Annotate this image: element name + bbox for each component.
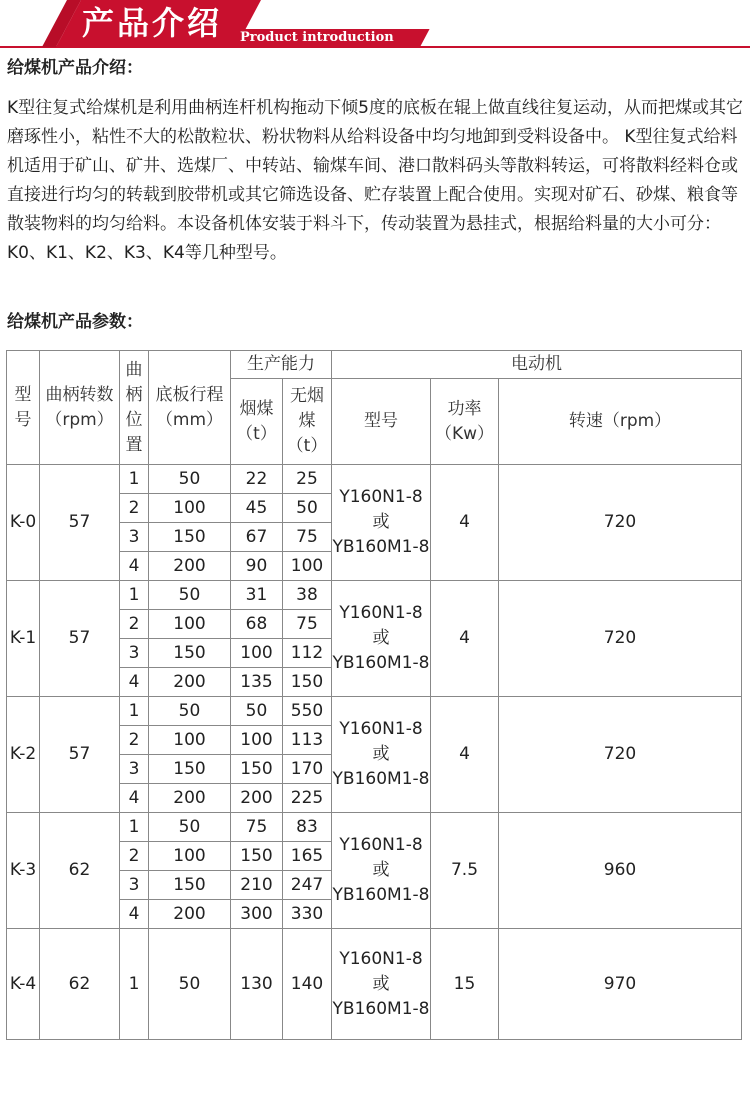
cell-motor-model: Y160N1-8或YB160M1-8	[332, 581, 431, 697]
cell-bituminous: 135	[231, 668, 283, 697]
cell-model: K-3	[7, 813, 40, 929]
cell-bituminous: 130	[231, 929, 283, 1040]
cell-crank-position: 4	[120, 900, 149, 929]
cell-stroke: 200	[149, 900, 231, 929]
cell-anthracite: 83	[283, 813, 332, 842]
cell-crank-position: 1	[120, 929, 149, 1040]
cell-stroke: 150	[149, 523, 231, 552]
banner-title: 产品介绍	[82, 4, 223, 42]
cell-crank-position: 4	[120, 784, 149, 813]
params-table-body	[7, 465, 742, 1040]
header-bituminous: 烟煤（t）	[231, 379, 283, 465]
cell-crank-position: 1	[120, 465, 149, 494]
cell-crank-speed: 62	[40, 929, 120, 1040]
cell-power: 4	[431, 465, 499, 581]
cell-power: 15	[431, 929, 499, 1040]
cell-anthracite: 550	[283, 697, 332, 726]
cell-bituminous: 150	[231, 842, 283, 871]
section-banner	[0, 0, 750, 50]
cell-stroke: 50	[149, 813, 231, 842]
cell-power: 4	[431, 581, 499, 697]
cell-power: 4	[431, 697, 499, 813]
cell-bituminous: 90	[231, 552, 283, 581]
cell-bituminous: 100	[231, 726, 283, 755]
banner-subtitle: Product introduction	[240, 30, 394, 45]
cell-motor-model: Y160N1-8或YB160M1-8	[332, 465, 431, 581]
table-row	[7, 697, 742, 726]
cell-crank-position: 3	[120, 871, 149, 900]
cell-anthracite: 50	[283, 494, 332, 523]
cell-anthracite: 100	[283, 552, 332, 581]
cell-crank-position: 4	[120, 552, 149, 581]
cell-stroke: 150	[149, 639, 231, 668]
cell-model: K-0	[7, 465, 40, 581]
cell-motor-model: Y160N1-8或YB160M1-8	[332, 697, 431, 813]
header-motor-model: 型号	[332, 379, 431, 465]
cell-bituminous: 50	[231, 697, 283, 726]
cell-stroke: 150	[149, 755, 231, 784]
cell-stroke: 50	[149, 697, 231, 726]
cell-motor-speed: 960	[499, 813, 742, 929]
cell-anthracite: 140	[283, 929, 332, 1040]
table-row	[7, 581, 742, 610]
table-row	[7, 929, 742, 1040]
cell-stroke: 150	[149, 871, 231, 900]
cell-stroke: 50	[149, 929, 231, 1040]
intro-paragraph	[7, 94, 743, 268]
header-motor-speed: 转速（rpm）	[499, 379, 742, 465]
cell-stroke: 50	[149, 581, 231, 610]
cell-motor-model: Y160N1-8或YB160M1-8	[332, 813, 431, 929]
cell-bituminous: 150	[231, 755, 283, 784]
cell-crank-position: 2	[120, 726, 149, 755]
cell-stroke: 200	[149, 552, 231, 581]
cell-stroke: 100	[149, 842, 231, 871]
params-table	[6, 350, 742, 1040]
cell-crank-speed: 57	[40, 697, 120, 813]
header-crank-position: 曲柄位置	[120, 351, 149, 465]
header-crank-speed: 曲柄转数（rpm）	[40, 351, 120, 465]
cell-crank-speed: 57	[40, 465, 120, 581]
cell-crank-position: 2	[120, 610, 149, 639]
cell-stroke: 100	[149, 610, 231, 639]
cell-anthracite: 25	[283, 465, 332, 494]
cell-anthracite: 75	[283, 523, 332, 552]
cell-crank-position: 4	[120, 668, 149, 697]
cell-power: 7.5	[431, 813, 499, 929]
table-row	[7, 465, 742, 494]
cell-bituminous: 45	[231, 494, 283, 523]
header-power: 功率（Kw）	[431, 379, 499, 465]
cell-crank-position: 2	[120, 842, 149, 871]
params-heading: 给煤机产品参数：	[7, 312, 143, 332]
cell-motor-speed: 720	[499, 697, 742, 813]
cell-motor-model: Y160N1-8或YB160M1-8	[332, 929, 431, 1040]
cell-model: K-1	[7, 581, 40, 697]
cell-motor-speed: 970	[499, 929, 742, 1040]
cell-bituminous: 300	[231, 900, 283, 929]
cell-anthracite: 112	[283, 639, 332, 668]
cell-crank-position: 3	[120, 755, 149, 784]
header-capacity: 生产能力	[231, 351, 332, 379]
cell-model: K-4	[7, 929, 40, 1040]
cell-stroke: 50	[149, 465, 231, 494]
cell-anthracite: 225	[283, 784, 332, 813]
cell-anthracite: 170	[283, 755, 332, 784]
cell-crank-position: 2	[120, 494, 149, 523]
cell-stroke: 100	[149, 494, 231, 523]
cell-stroke: 100	[149, 726, 231, 755]
cell-model: K-2	[7, 697, 40, 813]
cell-crank-position: 1	[120, 813, 149, 842]
cell-anthracite: 165	[283, 842, 332, 871]
cell-bituminous: 100	[231, 639, 283, 668]
cell-stroke: 200	[149, 784, 231, 813]
cell-motor-speed: 720	[499, 465, 742, 581]
cell-bituminous: 200	[231, 784, 283, 813]
table-row	[7, 813, 742, 842]
cell-crank-speed: 62	[40, 813, 120, 929]
cell-bituminous: 75	[231, 813, 283, 842]
cell-crank-position: 3	[120, 639, 149, 668]
cell-anthracite: 75	[283, 610, 332, 639]
cell-anthracite: 150	[283, 668, 332, 697]
cell-crank-position: 1	[120, 581, 149, 610]
intro-text: K型往复式给煤机是利用曲柄连杆机构拖动下倾5度的底板在辊上做直线往复运动，从而把煤或其它磨琢性小，粘性不大的松散粒状、粉状物料从给料设备中均匀地卸到受料设备中。 K型往复式给料机适用于矿山、矿井、选煤厂、中转站、输煤车间、港口散料码头等散料转运，可将散料经料仓或直接进行均匀的转载到胶带机或其它筛选设备、贮存装置上配合使用。实现对矿石、砂煤、粮食等散装物料的均匀给料。本设备机体安装于料斗下，传动装置为悬挂式，根据给料量的大小可分：K0、K1、K2、K3、K4等几种型号。	[7, 98, 743, 263]
cell-bituminous: 67	[231, 523, 283, 552]
cell-bituminous: 22	[231, 465, 283, 494]
cell-motor-speed: 720	[499, 581, 742, 697]
cell-anthracite: 113	[283, 726, 332, 755]
cell-bituminous: 31	[231, 581, 283, 610]
header-motor: 电动机	[332, 351, 742, 379]
cell-anthracite: 38	[283, 581, 332, 610]
cell-anthracite: 330	[283, 900, 332, 929]
cell-crank-position: 1	[120, 697, 149, 726]
header-stroke: 底板行程（mm）	[149, 351, 231, 465]
cell-bituminous: 210	[231, 871, 283, 900]
header-anthracite: 无烟煤（t）	[283, 379, 332, 465]
cell-stroke: 200	[149, 668, 231, 697]
cell-anthracite: 247	[283, 871, 332, 900]
header-model: 型号	[7, 351, 40, 465]
intro-heading: 给煤机产品介绍：	[7, 58, 143, 78]
cell-crank-speed: 57	[40, 581, 120, 697]
cell-bituminous: 68	[231, 610, 283, 639]
cell-crank-position: 3	[120, 523, 149, 552]
